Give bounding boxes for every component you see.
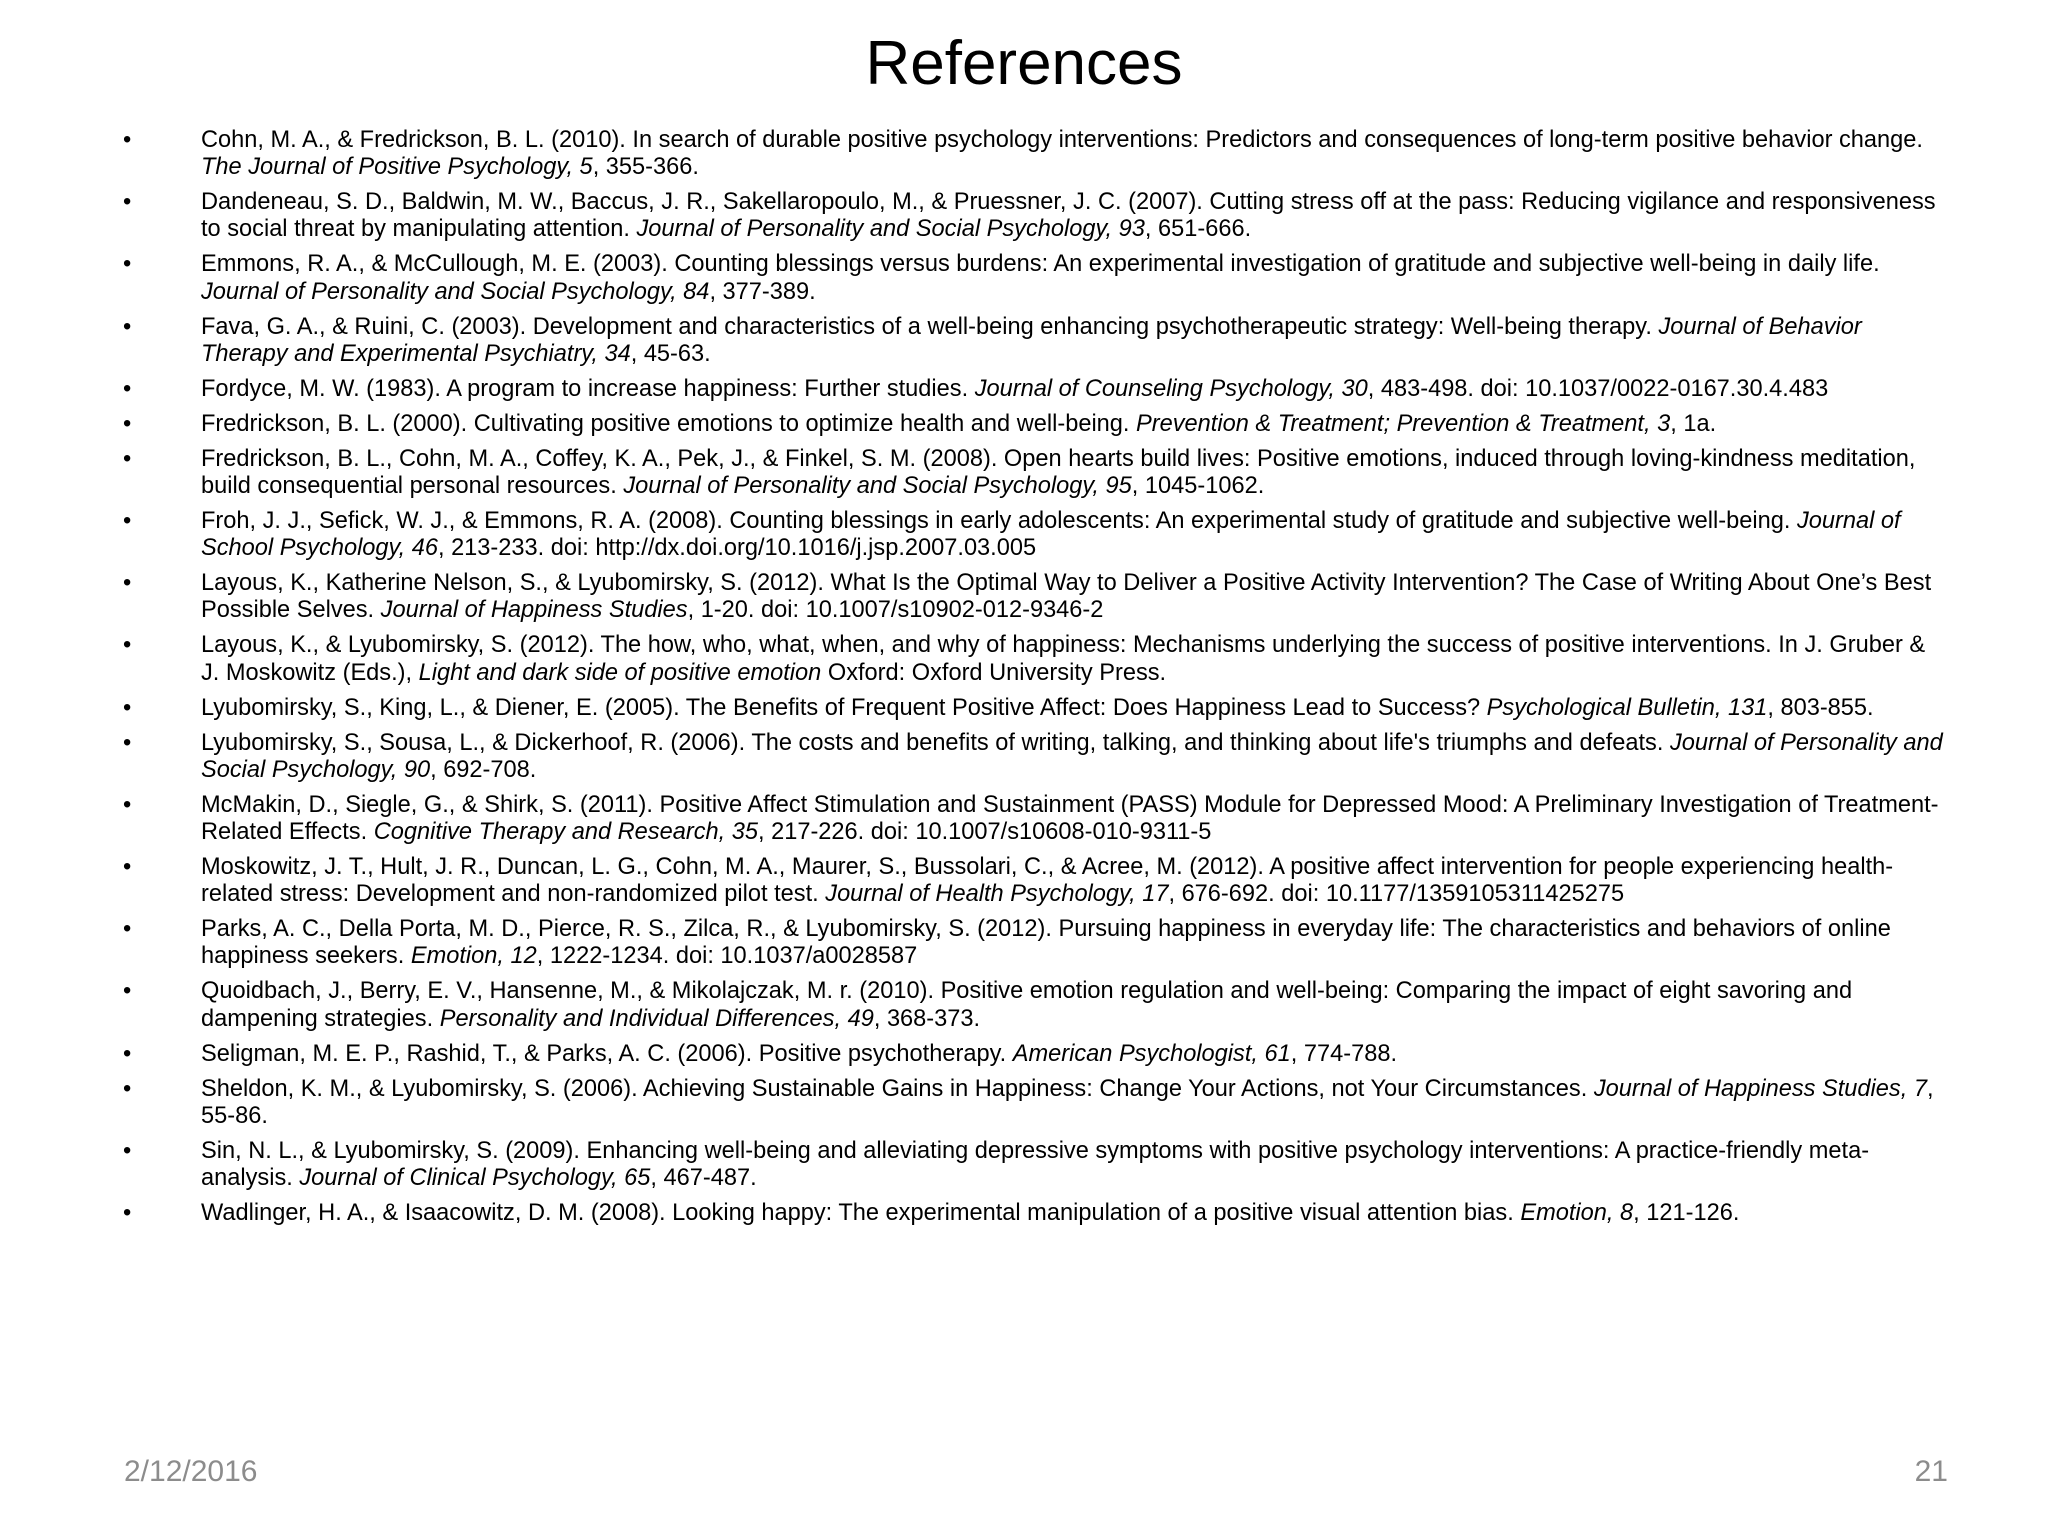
bullet-icon: • xyxy=(123,251,132,278)
reference-citation: Layous, K., Katherine Nelson, S., & Lyubomirsky, S. (2012). What Is the Optimal Way to Deliver a Positive Activity Intervention? The Case of Writing About One’s Best Possible Selves. xyxy=(201,570,1932,624)
reference-source: Journal of Behavior Therapy and Experimental Psychiatry, 34 xyxy=(201,313,1862,367)
reference-pages: , 377-389. xyxy=(709,278,816,305)
reference-item xyxy=(118,127,1948,181)
reference-text xyxy=(201,695,1874,721)
reference-pages: , 1222-1234. doi: 10.1037/a0028587 xyxy=(536,943,918,970)
reference-pages: Oxford: Oxford University Press. xyxy=(821,659,1167,686)
reference-pages: , 692-708. xyxy=(430,756,537,783)
reference-text xyxy=(201,1076,1934,1129)
bullet-icon: • xyxy=(123,375,132,402)
bullet-icon: • xyxy=(123,127,132,153)
reference-source: Journal of Happiness Studies xyxy=(380,597,688,624)
reference-pages: , 217-226. doi: 10.1007/s10608-010-9311-5 xyxy=(757,819,1212,846)
bullet-icon: • xyxy=(123,854,132,881)
reference-source: Journal of Clinical Psychology, 65 xyxy=(299,1165,651,1192)
reference-pages: , 45-63. xyxy=(630,340,711,367)
reference-source: The Journal of Positive Psychology, 5 xyxy=(201,154,593,181)
reference-source: Emotion, 8 xyxy=(1520,1200,1634,1227)
reference-source: Light and dark side of positive emotion xyxy=(418,659,822,686)
reference-pages: , 55-86. xyxy=(201,1075,1934,1129)
bullet-icon: • xyxy=(123,189,132,216)
reference-citation: Fordyce, M. W. (1983). A program to increase happiness: Further studies. xyxy=(201,375,975,402)
reference-pages: , 676-692. doi: 10.1177/1359105311425275 xyxy=(1168,881,1625,908)
reference-pages: , 121-126. xyxy=(1633,1200,1740,1227)
footer-date: 2/12/2016 xyxy=(124,1455,258,1488)
reference-source: Journal of School Psychology, 46 xyxy=(201,508,1901,562)
reference-text xyxy=(201,978,1852,1031)
bullet-icon: • xyxy=(123,570,132,597)
reference-text xyxy=(201,251,1880,304)
reference-citation: Seligman, M. E. P., Rashid, T., & Parks, A. C. (2006). Positive psychotherapy. xyxy=(201,1040,1013,1067)
reference-source: Journal of Personality and Social Psychology, 84 xyxy=(201,278,710,305)
reference-source: Journal of Counseling Psychology, 30 xyxy=(974,375,1368,402)
reference-source: Psychological Bulletin, 131 xyxy=(1486,694,1768,721)
reference-citation: Emmons, R. A., & McCullough, M. E. (2003). Counting blessings versus burdens: An experimental investigation of gratitude and subjective well-being in daily life. xyxy=(201,251,1880,278)
reference-pages: , 1045-1062. xyxy=(1131,473,1265,500)
bullet-icon: • xyxy=(123,694,132,721)
reference-text xyxy=(201,376,1828,402)
reference-item xyxy=(118,1041,1948,1068)
reference-pages: , 1-20. doi: 10.1007/s10902-012-9346-2 xyxy=(687,597,1104,624)
reference-pages: , 803-855. xyxy=(1767,694,1874,721)
reference-citation: McMakin, D., Siegle, G., & Shirk, S. (2011). Positive Affect Stimulation and Sustainment (PASS) Module for Depressed Mood: A Preliminary Investigation of Treatment-Related Effects. xyxy=(201,791,1939,846)
reference-item xyxy=(118,1076,1948,1130)
reference-citation: Lyubomirsky, S., King, L., & Diener, E. (2005). The Benefits of Frequent Positive Affect: Does Happiness Lead to Success? xyxy=(201,694,1487,721)
reference-item xyxy=(118,730,1948,784)
reference-item xyxy=(118,411,1948,438)
reference-source: Journal of Health Psychology, 17 xyxy=(825,881,1169,908)
reference-text xyxy=(201,314,1862,367)
reference-text xyxy=(201,916,1891,969)
bullet-icon: • xyxy=(123,313,132,340)
reference-item xyxy=(118,1200,1948,1227)
reference-item xyxy=(118,632,1948,686)
reference-item xyxy=(118,978,1948,1032)
bullet-icon: • xyxy=(123,410,132,437)
reference-text xyxy=(201,792,1939,845)
reference-item xyxy=(118,376,1948,403)
reference-citation: Quoidbach, J., Berry, E. V., Hansenne, M., & Mikolajczak, M. r. (2010). Positive emotion regulation and well-being: Comparing the impact of eight savoring and dampening strategies. xyxy=(201,978,1853,1032)
reference-item xyxy=(118,570,1948,624)
reference-citation: Sheldon, K. M., & Lyubomirsky, S. (2006). Achieving Sustainable Gains in Happiness: Change Your Actions, not Your Circumstances. xyxy=(201,1075,1594,1102)
reference-pages: , 213-233. doi: http://dx.doi.org/10.1016/j.jsp.2007.03.005 xyxy=(437,535,1037,562)
reference-text xyxy=(201,508,1901,561)
reference-pages: , 467-487. xyxy=(650,1165,757,1192)
reference-item xyxy=(118,916,1948,970)
reference-citation: Parks, A. C., Della Porta, M. D., Pierce, R. S., Zilca, R., & Lyubomirsky, S. (2012). Pursuing happiness in everyday life: The characteristics and behaviors of online happiness seekers. xyxy=(201,916,1891,970)
reference-text xyxy=(201,446,1915,499)
reference-source: Journal of Happiness Studies, 7 xyxy=(1593,1075,1927,1102)
reference-citation: Froh, J. J., Sefick, W. J., & Emmons, R. A. (2008). Counting blessings in early adolescents: An experimental study of gratitude and subjective well-being. xyxy=(201,508,1797,535)
reference-citation: Layous, K., & Lyubomirsky, S. (2012). The how, who, what, when, and why of happiness: Mechanisms underlying the success of positive interventions. In J. Gruber & J. Moskowitz (Eds.), xyxy=(201,632,1926,686)
bullet-icon: • xyxy=(123,729,132,756)
reference-item xyxy=(118,695,1948,722)
reference-pages: , 774-788. xyxy=(1290,1040,1398,1067)
bullet-icon: • xyxy=(123,508,132,535)
reference-source: American Psychologist, 61 xyxy=(1012,1040,1291,1067)
reference-source: Emotion, 12 xyxy=(410,943,537,970)
reference-citation: Dandeneau, S. D., Baldwin, M. W., Baccus, J. R., Sakellaropoulo, M., & Pruessner, J. C. (2007). Cutting stress off at the pass: Reducing vigilance and responsiveness to social threat by manipulating attention. xyxy=(201,189,1936,243)
reference-text xyxy=(201,854,1893,907)
reference-item xyxy=(118,251,1948,305)
reference-citation: Moskowitz, J. T., Hult, J. R., Duncan, L. G., Cohn, M. A., Maurer, S., Bussolari, C., & Acree, M. (2012). A positive affect intervention for people experiencing health-related stress: Development and non-randomized pilot test. xyxy=(201,854,1894,908)
reference-item xyxy=(118,854,1948,908)
reference-pages: , 355-366. xyxy=(592,154,699,181)
reference-source: Journal of Personality and Social Psychology, 95 xyxy=(623,473,1132,500)
reference-item xyxy=(118,508,1948,562)
bullet-icon: • xyxy=(123,1040,132,1067)
bullet-icon: • xyxy=(123,1075,132,1102)
reference-text xyxy=(201,189,1936,242)
reference-citation: Fredrickson, B. L., Cohn, M. A., Coffey, K. A., Pek, J., & Finkel, S. M. (2008). Open hearts build lives: Positive emotions, induced through loving-kindness meditation, build consequential personal resources. xyxy=(201,445,1916,500)
reference-citation: Lyubomirsky, S., Sousa, L., & Dickerhoof, R. (2006). The costs and benefits of writing, talking, and thinking about life's triumphs and defeats. xyxy=(201,729,1670,756)
bullet-icon: • xyxy=(123,916,132,943)
reference-source: Personality and Individual Differences, 49 xyxy=(439,1005,874,1032)
reference-pages: , 651-666. xyxy=(1144,216,1252,243)
reference-item xyxy=(118,792,1948,846)
bullet-icon: • xyxy=(123,978,132,1005)
reference-citation: Fredrickson, B. L. (2000). Cultivating positive emotions to optimize health and well-being. xyxy=(201,410,1137,437)
reference-text xyxy=(201,1138,1869,1191)
page-number: 21 xyxy=(1914,1455,1948,1488)
reference-item xyxy=(118,446,1948,500)
reference-text xyxy=(201,127,1923,180)
bullet-icon: • xyxy=(123,445,132,472)
reference-item xyxy=(118,189,1948,243)
reference-pages: , 368-373. xyxy=(873,1005,981,1032)
reference-text xyxy=(201,411,1716,437)
slide-title: References xyxy=(865,29,1183,98)
bullet-icon: • xyxy=(123,791,132,818)
reference-text xyxy=(201,730,1943,783)
reference-list xyxy=(118,127,1948,1235)
reference-pages: , 483-498. doi: 10.1037/0022-0167.30.4.483 xyxy=(1367,375,1829,402)
reference-source: Journal of Personality and Social Psychology, 90 xyxy=(201,729,1943,783)
reference-source: Cognitive Therapy and Research, 35 xyxy=(373,819,758,846)
reference-source: Prevention & Treatment; Prevention & Treatment, 3 xyxy=(1136,410,1671,437)
reference-item xyxy=(118,314,1948,368)
reference-citation: Sin, N. L., & Lyubomirsky, S. (2009). Enhancing well-being and alleviating depressive symptoms with positive psychology interventions: A practice-friendly meta-analysis. xyxy=(201,1137,1870,1192)
reference-citation: Wadlinger, H. A., & Isaacowitz, D. M. (2008). Looking happy: The experimental manipulation of a positive visual attention bias. xyxy=(201,1200,1521,1227)
reference-text xyxy=(201,1200,1739,1226)
reference-text xyxy=(201,632,1925,685)
bullet-icon: • xyxy=(123,1200,132,1227)
bullet-icon: • xyxy=(123,632,132,659)
reference-citation: Fava, G. A., & Ruini, C. (2003). Development and characteristics of a well-being enhancing psychotherapeutic strategy: Well-being therapy. xyxy=(201,313,1659,340)
reference-text xyxy=(201,570,1931,623)
reference-item xyxy=(118,1138,1948,1192)
reference-pages: , 1a. xyxy=(1670,410,1717,437)
reference-source: Journal of Personality and Social Psychology, 93 xyxy=(636,216,1145,243)
reference-text xyxy=(201,1041,1397,1067)
bullet-icon: • xyxy=(123,1137,132,1164)
reference-citation: Cohn, M. A., & Fredrickson, B. L. (2010). In search of durable positive psychology interventions: Predictors and consequences of long-term positive behavior change. xyxy=(201,127,1923,153)
